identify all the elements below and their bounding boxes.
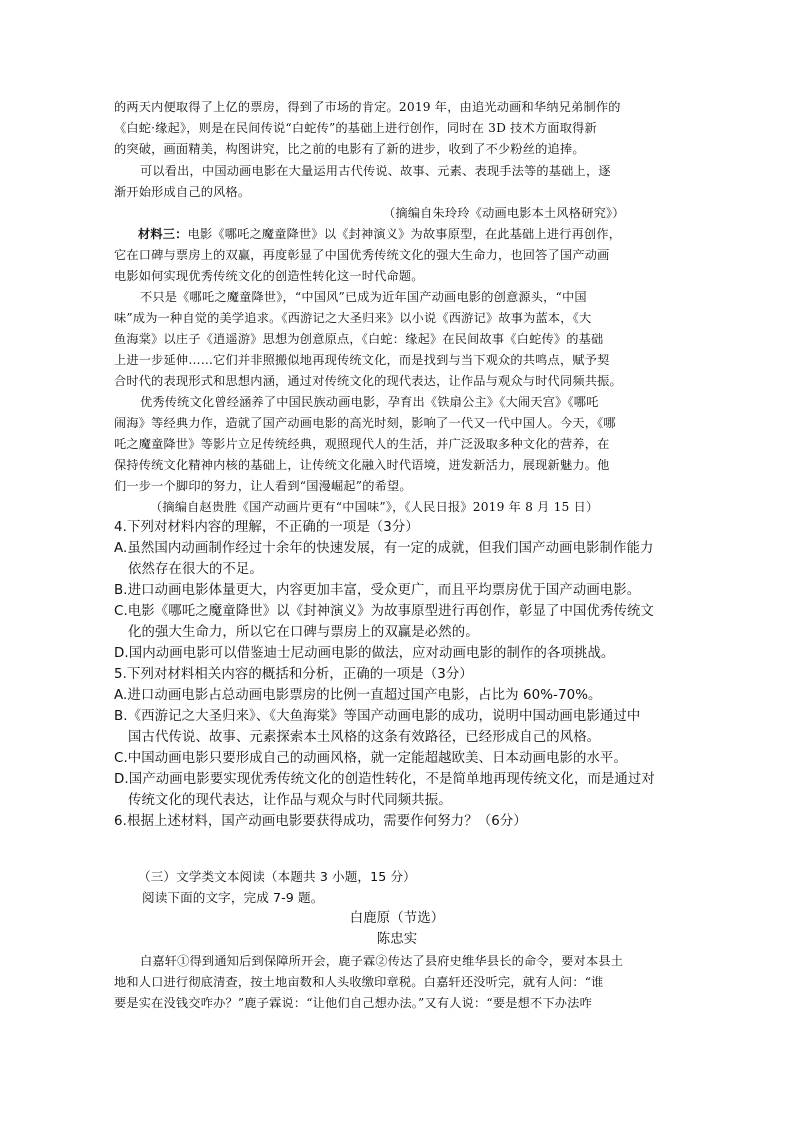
- q4-option-b: B.进口动画电影体量更大，内容更加丰富，受众更广，而且平均票房优于国产动画电影。: [114, 583, 641, 598]
- material3-line: 鱼海棠》以庄子《逍遥游》思想为创意原点，《白蛇：缘起》在民间故事《白蛇传》的基础: [114, 332, 604, 346]
- passage-line: 地和人口进行彻底清查，按土地亩数和人头收缴印章税。白嘉轩还没听完，就有人问：“谁: [114, 975, 604, 989]
- material3-line: 们一步一个脚印的努力，让人看到“国漫崛起”的希望。: [114, 479, 412, 493]
- material2-source: （摘编自朱玲玲《动画电影本土风格研究》）: [383, 206, 625, 220]
- q4-option-d: D.国内动画电影可以借鉴迪士尼动画电影的做法，应对动画电影的制作的各项挑战。: [114, 646, 615, 661]
- material3-line: 味”成为一种自觉的美学追求。《西游记之大圣归来》以小说《西游记》故事为蓝本，《大: [114, 311, 592, 325]
- q5-option-d-cont: 传统文化的现代表达，让作品与观众与时代同频共振。: [128, 793, 452, 808]
- q5-option-a: A.进口动画电影占总动画电影票房的比例一直超过国产电影，占比为 60%-70%。: [114, 688, 602, 703]
- material2-line: 《白蛇·缘起》，则是在民间传说“白蛇传”的基础上进行创作，同时在 3D 技术方面取得新: [114, 121, 597, 135]
- material3-line: 优秀传统文化曾经涵养了中国民族动画电影，孕育出《铁扇公主》《大闹天宫》《哪吒: [140, 395, 599, 409]
- material2-line: 可以看出，中国动画电影在大量运用古代传说、故事、元素、表现手法等的基础上，逐: [140, 164, 611, 178]
- section3-heading: （三）文学类文本阅读（本题共 3 小题，15 分）: [138, 869, 416, 884]
- material3-line: 它在口碑与票房上的双赢，再度彰显了中国优秀传统文化的强大生命力，也回答了国产动画: [114, 248, 610, 262]
- passage-title: 白鹿原（节选）: [349, 911, 445, 926]
- passage-line: 要是实在没钱交咋办？”鹿子霖说：“让他们自己想办法。”又有人说：“要是想不下办法咋: [114, 996, 592, 1010]
- material2-line: 的两天内便取得了上亿的票房，得到了市场的肯定。2019 年，由追光动画和华纳兄弟制作的: [114, 100, 621, 114]
- q5-stem: 5.下列对材料相关内容的概括和分析，正确的一项是（3分）: [114, 667, 473, 682]
- material3-first-line: [138, 226, 621, 242]
- q6-stem: 6.根据上述材料，国产动画电影要获得成功，需要作何努力？（6分）: [114, 814, 527, 829]
- q4-option-c: C.电影《哪吒之魔童降世》以《封神演义》为故事原型进行再创作，彰显了中国优秀传统文: [114, 604, 654, 619]
- material3-label: 材料三：: [138, 227, 188, 241]
- q4-option-c-cont: 化的强大生命力，所以它在口碑与票房上的双赢是必然的。: [128, 625, 479, 640]
- material3-line: 合时代的表现形式和思想内涵，通过对传统文化的现代表达，让作品与观众与时代同频共振。: [114, 374, 622, 388]
- material2-line: 渐开始形成自己的风格。: [114, 185, 251, 199]
- passage-author: 陈忠实: [376, 932, 418, 947]
- material3-line: 电影《哪吒之魔童降世》以《封神演义》为故事原型，在此基础上进行再创作，: [187, 227, 622, 241]
- material3-line: 保持传统文化精神内核的基础上，让传统文化融入时代语境，迸发新活力，展现新魅力。他: [114, 458, 610, 472]
- material3-line: 不只是《哪吒之魔童降世》，“中国风”已成为近年国产动画电影的创意源头，“中国: [140, 290, 587, 304]
- q5-option-b: B.《西游记之大圣归来》、《大鱼海棠》等国产动画电影的成功，说明中国动画电影通过中: [114, 709, 641, 724]
- material3-line: 吒之魔童降世》等影片立足传统经典，观照现代人的生活，并广泛汲取多种文化的营养，在: [114, 437, 610, 451]
- material3-line: 闹海》等经典力作，造就了国产动画电影的高光时刻，影响了一代又一代中国人。今天，《哪: [114, 416, 616, 430]
- section3-instruction: 阅读下面的文字，完成 7-9 题。: [142, 890, 324, 905]
- passage-line: 白嘉轩①得到通知后到保障所开会，鹿子霖②传达了县府史维华县长的命令，要对本县土: [140, 954, 624, 968]
- q5-option-c: C.中国动画电影只要形成自己的动画风格，就一定能超越欧美、日本动画电影的水平。: [114, 751, 627, 766]
- material3-line: 上进一步延伸……它们并非照搬似地再现传统文化，而是找到与当下观众的共鸣点，赋予契: [114, 353, 610, 367]
- q5-option-b-cont: 国古代传说、故事、元素探索本土风格的这条有效路径，已经形成自己的风格。: [128, 730, 601, 745]
- material3-source: （摘编自赵贵胜《国产动画片更有“中国味”》，《人民日报》2019 年 8 月 15 日）: [150, 500, 599, 514]
- q4-option-a-cont: 依然存在很大的不足。: [128, 562, 263, 577]
- material2-line: 的突破，画面精美，构图讲究，比之前的电影有了新的进步，收到了不少粉丝的追捧。: [114, 142, 585, 156]
- q5-option-d: D.国产动画电影要实现优秀传统文化的创造性转化，不是简单地再现传统文化，而是通过对: [114, 772, 655, 787]
- q4-option-a: A.虽然国内动画制作经过十余年的快速发展，有一定的成就，但我们国产动画电影制作能力: [114, 541, 654, 556]
- material3-line: 电影如何实现优秀传统文化的创造性转化这一时代命题。: [114, 269, 424, 283]
- q4-stem: 4.下列对材料内容的理解，不正确的一项是（3分）: [114, 520, 419, 535]
